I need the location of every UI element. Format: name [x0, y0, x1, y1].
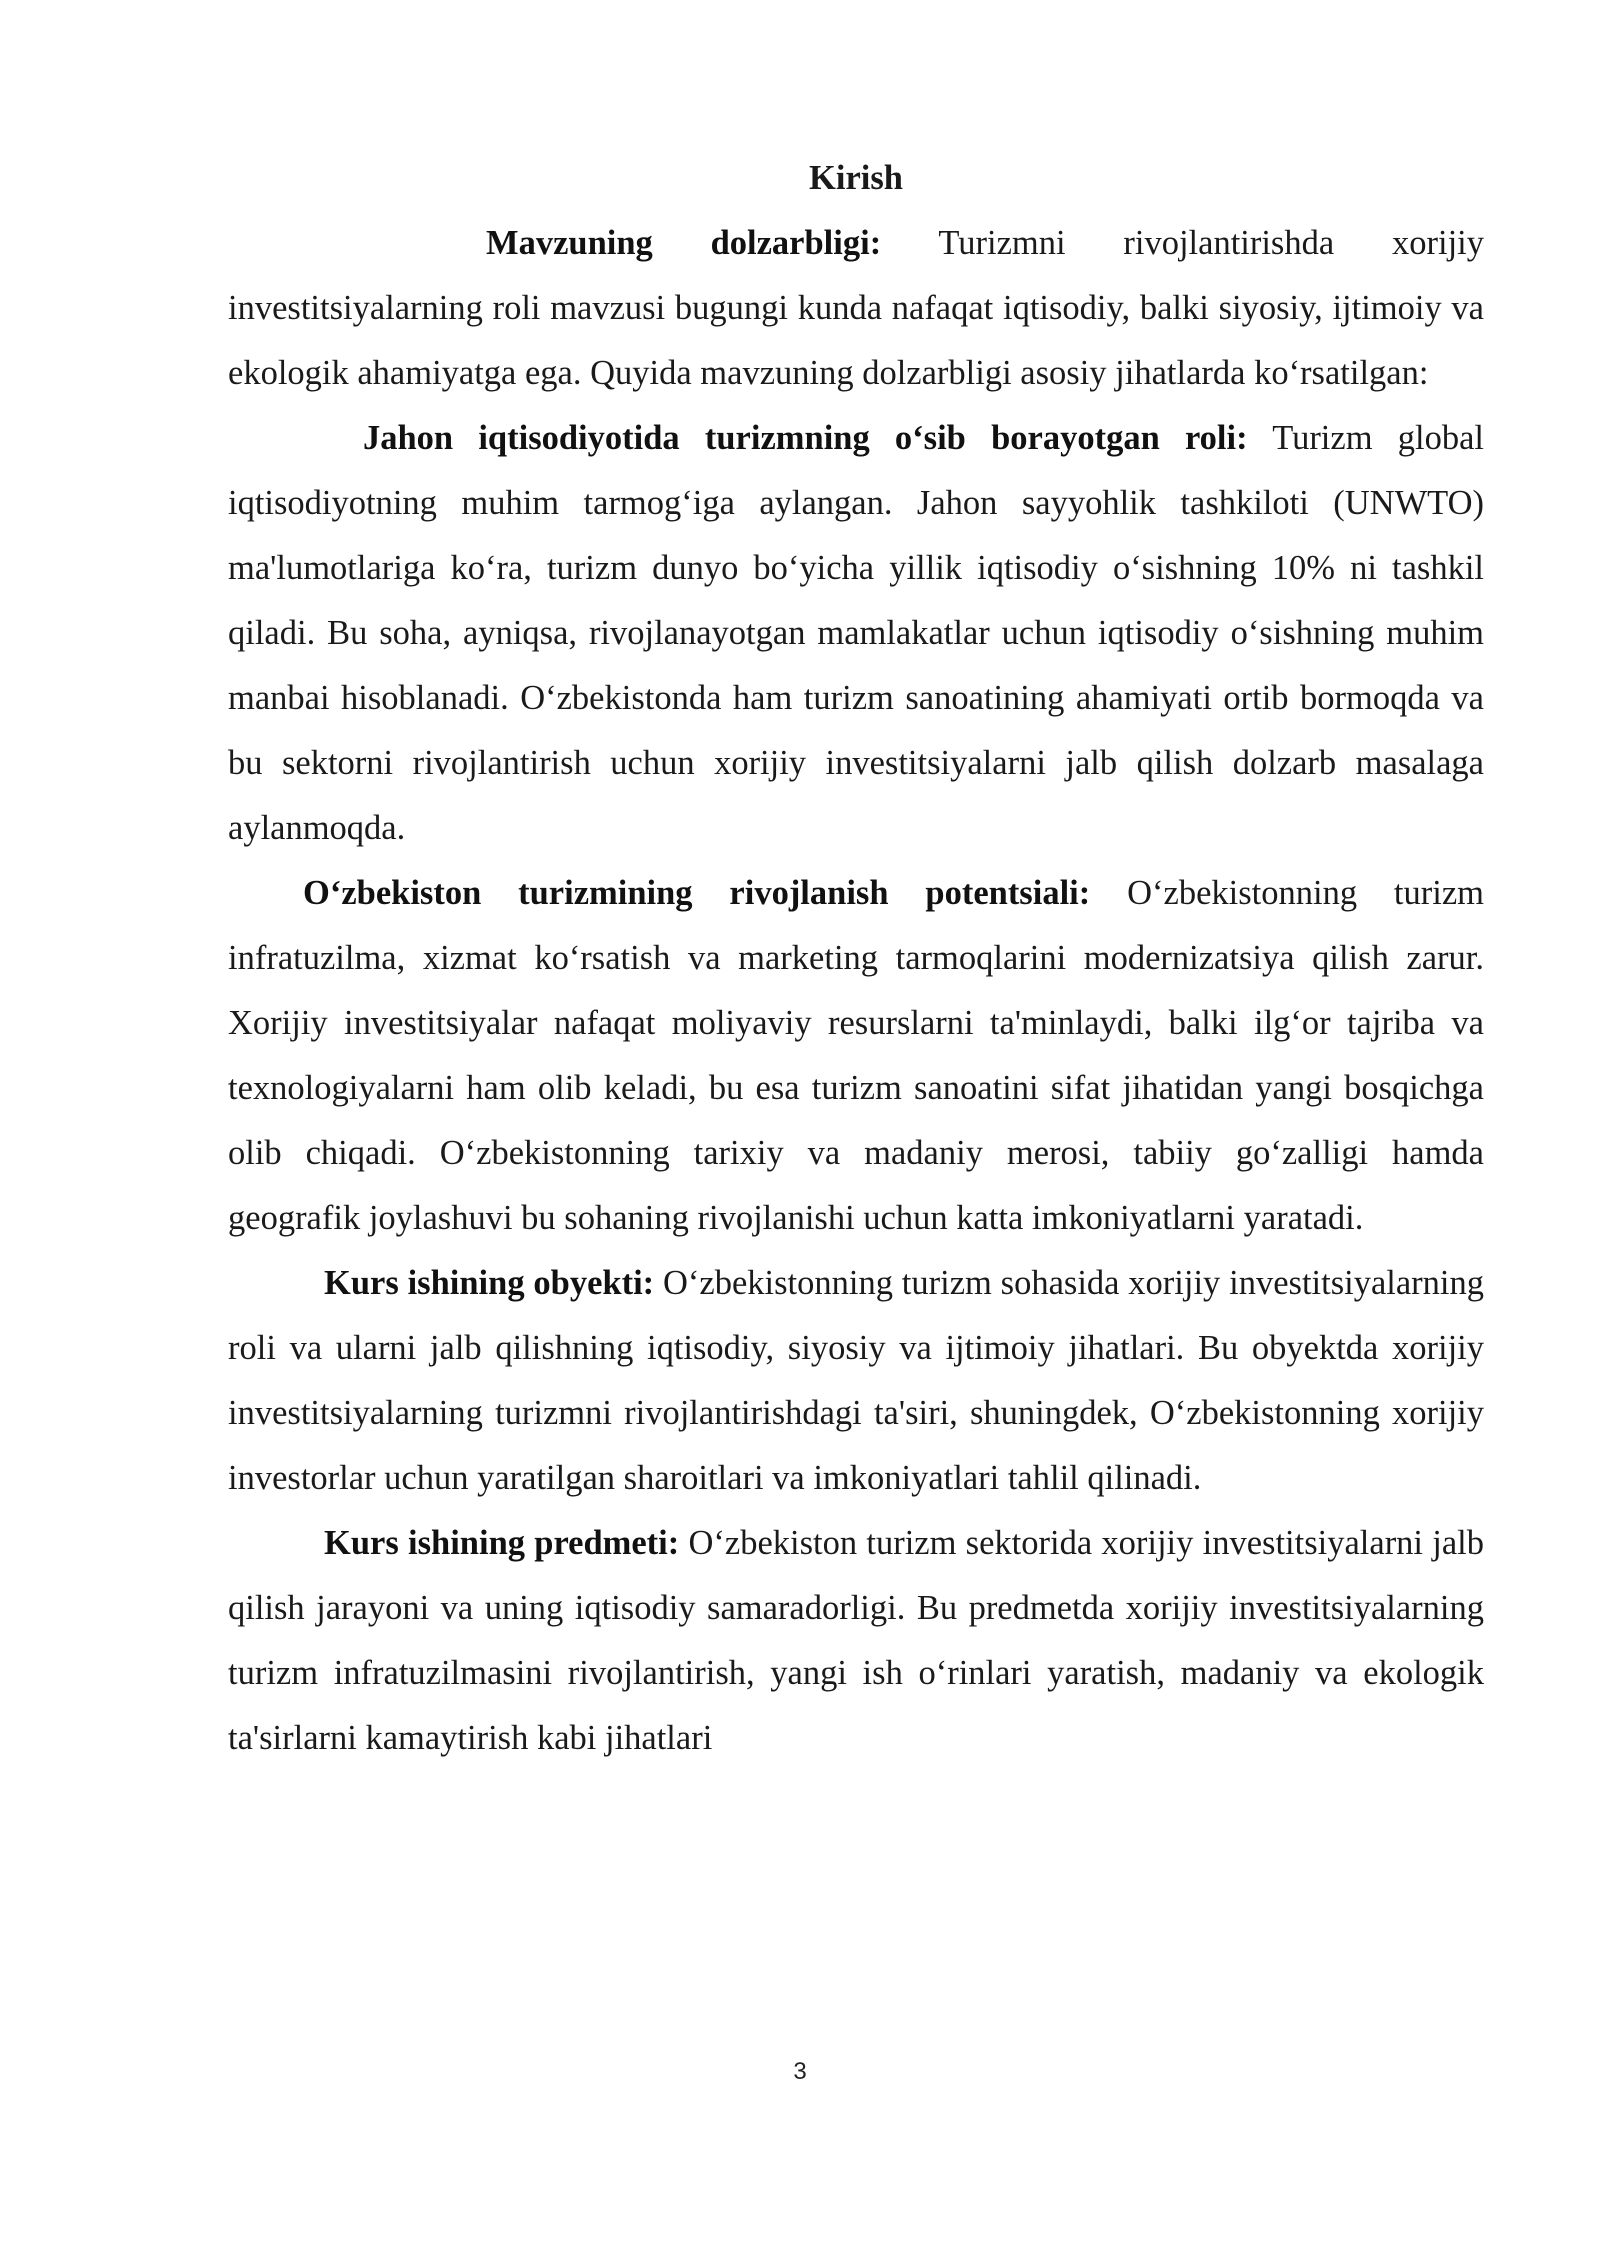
paragraph-relevance [228, 211, 1484, 406]
paragraph-heading: O‘zbekiston turizmining rivojlanish potentsiali: [303, 874, 1091, 912]
paragraph-heading: Kurs ishining predmeti: [324, 1524, 680, 1562]
paragraph-heading: Kurs ishining obyekti: [324, 1264, 655, 1302]
paragraph-text: O‘zbekiston turizm sektorida xorijiy investitsiyalarni jalb qilish jarayoni va uning iqtisodiy samaradorligi. Bu predmetda xorijiy investitsiyalarning turizm infratuzilmasini rivojlantirish, yangi ish o‘rinlari yaratish, madaniy va ekologik ta'sirlarni kamaytirish kabi jihatlari [228, 1524, 1484, 1757]
page-title: Kirish [809, 159, 903, 197]
paragraph-heading: Jahon iqtisodiyotida turizmning o‘sib borayotgan roli: [363, 419, 1248, 457]
paragraph-text: Turizmni rivojlantirishda xorijiy investitsiyalarning roli mavzusi bugungi kunda nafaqat iqtisodiy, balki siyosiy, ijtimoiy va ekologik ahamiyatga ega. Quyida mavzuning dolzarbligi asosiy jihatlarda ko‘rsatilgan: [228, 224, 1484, 392]
paragraph-text: O‘zbekistonning turizm infratuzilma, xizmat ko‘rsatish va marketing tarmoqlarini modernizatsiya qilish zarur. Xorijiy investitsiyalar nafaqat moliyaviy resurslarni ta'minlaydi, balki ilg‘or tajriba va texnologiyalarni ham olib keladi, bu esa turizm sanoatini sifat jihatidan yangi bosqichga olib chiqadi. O‘zbekistonning tarixiy va madaniy merosi, tabiiy go‘zalligi hamda geografik joylashuvi bu sohaning rivojlanishi uchun katta imkoniyatlarni yaratadi. [228, 874, 1484, 1237]
page-content [228, 146, 1484, 1771]
paragraph-object [228, 1251, 1484, 1511]
paragraph-text: O‘zbekistonning turizm sohasida xorijiy investitsiyalarning roli va ularni jalb qilishning iqtisodiy, siyosiy va ijtimoiy jihatlari. Bu obyektda xorijiy investitsiyalarning turizmni rivojlantirishdagi ta'siri, shuningdek, O‘zbekistonning xorijiy investorlar uchun yaratilgan sharoitlari va imkoniyatlari tahlil qilinadi. [228, 1264, 1485, 1497]
paragraph-text: Turizm global iqtisodiyotning muhim tarmog‘iga aylangan. Jahon sayyohlik tashkiloti (UNWTO) ma'lumotlariga ko‘ra, turizm dunyo bo‘yicha yillik iqtisodiy o‘sishning 10% ni tashkil qiladi. Bu soha, ayniqsa, rivojlanayotgan mamlakatlar uchun iqtisodiy o‘sishning muhim manbai hisoblanadi. O‘zbekistonda ham turizm sanoatining ahamiyati ortib bormoqda va bu sektorni rivojlantirish uchun xorijiy investitsiyalarni jalb qilish dolzarb masalaga aylanmoqda. [228, 419, 1484, 847]
paragraph-potential [228, 861, 1484, 1251]
paragraph-subject [228, 1511, 1484, 1771]
paragraph-heading: Mavzuning dolzarbligi: [486, 224, 882, 262]
paragraph-global-tourism [228, 406, 1484, 861]
page-number: 3 [793, 2058, 807, 2085]
